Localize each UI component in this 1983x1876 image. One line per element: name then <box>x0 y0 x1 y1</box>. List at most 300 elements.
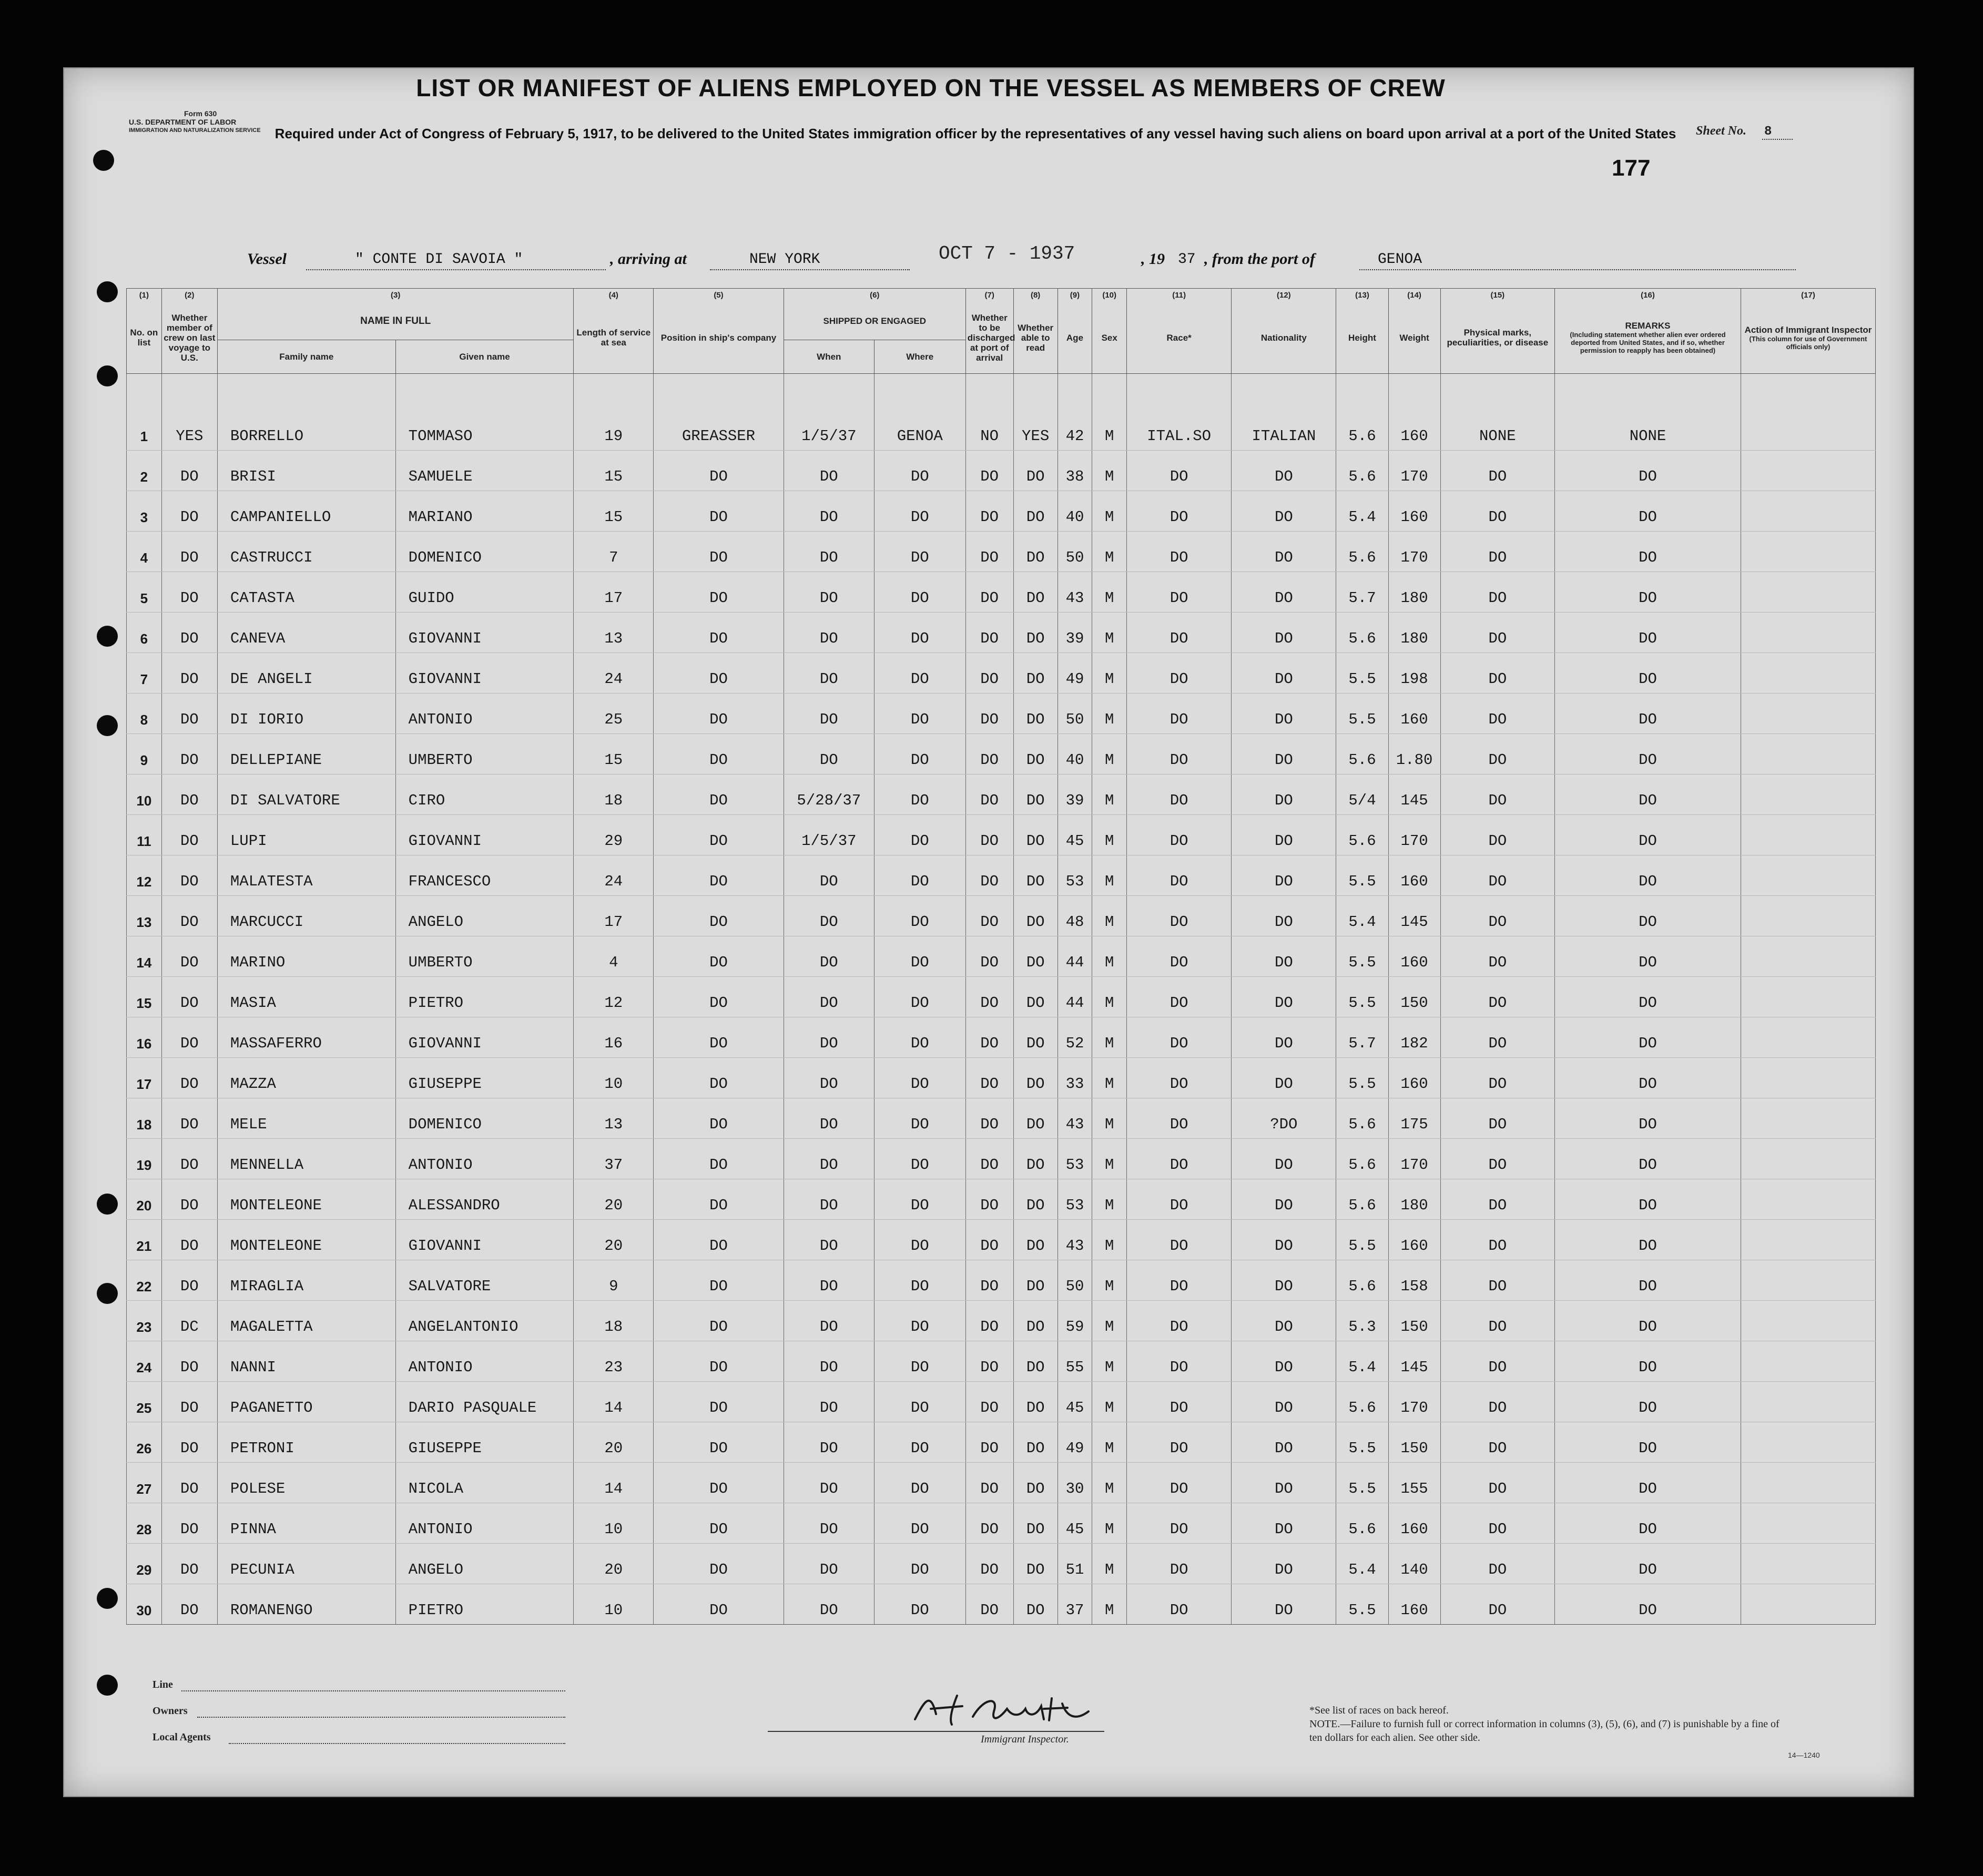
cell-when: DO <box>784 694 874 734</box>
cell-height: 5.6 <box>1336 1179 1388 1220</box>
cell-position: DO <box>654 1382 784 1422</box>
cell-read: DO <box>1013 815 1057 855</box>
cell-when: DO <box>784 1341 874 1382</box>
arriving-port: NEW YORK <box>749 251 820 268</box>
cell-remarks: DO <box>1555 1220 1741 1260</box>
header-when: When <box>784 340 874 374</box>
cell-no: 28 <box>127 1503 162 1544</box>
cell-age: 40 <box>1057 491 1092 532</box>
col-number: (7) <box>965 289 1013 302</box>
cell-no: 3 <box>127 491 162 532</box>
cell-marks: DO <box>1440 653 1554 694</box>
cell-sex: M <box>1092 613 1127 653</box>
table-row <box>127 1098 1876 1139</box>
table-row <box>127 1422 1876 1463</box>
table-row <box>127 1260 1876 1301</box>
cell-remarks: DO <box>1555 1341 1741 1382</box>
cell-sex: M <box>1092 1503 1127 1544</box>
cell-action <box>1741 1584 1875 1625</box>
cell-nationality: DO <box>1232 1503 1336 1544</box>
table-row <box>127 1179 1876 1220</box>
cell-position: DO <box>654 1139 784 1179</box>
cell-nationality: DO <box>1232 1422 1336 1463</box>
cell-where: DO <box>874 1058 965 1098</box>
cell-marks: DO <box>1440 1382 1554 1422</box>
cell-where: DO <box>874 936 965 977</box>
cell-when: DO <box>784 1544 874 1584</box>
cell-marks: DO <box>1440 1179 1554 1220</box>
cell-service: 17 <box>574 572 654 613</box>
cell-member: DO <box>161 896 217 936</box>
cell-age: 52 <box>1057 1017 1092 1058</box>
cell-position: DO <box>654 572 784 613</box>
cell-weight: 182 <box>1388 1017 1440 1058</box>
cell-given: DOMENICO <box>395 1098 574 1139</box>
cell-nationality: DO <box>1232 613 1336 653</box>
cell-marks: DO <box>1440 1503 1554 1544</box>
cell-when: DO <box>784 1098 874 1139</box>
cell-action <box>1741 734 1875 774</box>
cell-race: DO <box>1127 1098 1232 1139</box>
cell-remarks: DO <box>1555 1301 1741 1341</box>
cell-discharged: DO <box>965 653 1013 694</box>
cell-member: YES <box>161 374 217 451</box>
cell-no: 7 <box>127 653 162 694</box>
cell-race: DO <box>1127 1382 1232 1422</box>
col-number: (12) <box>1232 289 1336 302</box>
cell-family: MASIA <box>217 977 395 1017</box>
cell-sex: M <box>1092 374 1127 451</box>
cell-nationality: DO <box>1232 1260 1336 1301</box>
cell-where: DO <box>874 1260 965 1301</box>
cell-marks: DO <box>1440 1422 1554 1463</box>
cell-age: 45 <box>1057 1503 1092 1544</box>
cell-remarks: DO <box>1555 936 1741 977</box>
cell-sex: M <box>1092 774 1127 815</box>
table-row <box>127 572 1876 613</box>
cell-height: 5.5 <box>1336 977 1388 1017</box>
cell-member: DO <box>161 855 217 896</box>
binder-hole <box>97 626 118 647</box>
cell-action <box>1741 491 1875 532</box>
cell-where: DO <box>874 1382 965 1422</box>
cell-no: 5 <box>127 572 162 613</box>
cell-weight: 140 <box>1388 1544 1440 1584</box>
cell-position: DO <box>654 1220 784 1260</box>
cell-read: DO <box>1013 1544 1057 1584</box>
cell-marks: DO <box>1440 1584 1554 1625</box>
cell-position: DO <box>654 936 784 977</box>
cell-age: 53 <box>1057 855 1092 896</box>
cell-given: NICOLA <box>395 1463 574 1503</box>
header-name-in-full: NAME IN FULL <box>217 302 574 340</box>
cell-read: DO <box>1013 1220 1057 1260</box>
cell-family: CASTRUCCI <box>217 532 395 572</box>
cell-discharged: DO <box>965 734 1013 774</box>
cell-action <box>1741 1017 1875 1058</box>
cell-age: 45 <box>1057 815 1092 855</box>
cell-read: DO <box>1013 694 1057 734</box>
cell-family: MONTELEONE <box>217 1179 395 1220</box>
cell-marks: DO <box>1440 1017 1554 1058</box>
cell-weight: 158 <box>1388 1260 1440 1301</box>
cell-marks: DO <box>1440 572 1554 613</box>
cell-age: 43 <box>1057 1220 1092 1260</box>
cell-service: 29 <box>574 815 654 855</box>
binder-hole <box>93 150 114 171</box>
cell-height: 5.5 <box>1336 936 1388 977</box>
cell-weight: 155 <box>1388 1463 1440 1503</box>
cell-given: GIOVANNI <box>395 613 574 653</box>
cell-action <box>1741 1058 1875 1098</box>
cell-height: 5.6 <box>1336 613 1388 653</box>
cell-family: MIRAGLIA <box>217 1260 395 1301</box>
col-number: (17) <box>1741 289 1875 302</box>
header-family-name: Family name <box>217 340 395 374</box>
cell-nationality: DO <box>1232 1544 1336 1584</box>
cell-remarks: DO <box>1555 734 1741 774</box>
cell-weight: 150 <box>1388 977 1440 1017</box>
cell-service: 15 <box>574 734 654 774</box>
cell-no: 1 <box>127 374 162 451</box>
cell-height: 5.4 <box>1336 491 1388 532</box>
cell-remarks: DO <box>1555 815 1741 855</box>
cell-family: BORRELLO <box>217 374 395 451</box>
form-number: Form 630 <box>184 109 217 118</box>
cell-service: 20 <box>574 1422 654 1463</box>
cell-height: 5.3 <box>1336 1301 1388 1341</box>
cell-height: 5/4 <box>1336 774 1388 815</box>
cell-where: DO <box>874 572 965 613</box>
col-number: (2) <box>161 289 217 302</box>
line-label: Line <box>152 1679 173 1690</box>
cell-sex: M <box>1092 572 1127 613</box>
header-shipped-or-engaged: SHIPPED OR ENGAGED <box>784 302 965 340</box>
cell-height: 5.6 <box>1336 1098 1388 1139</box>
table-row <box>127 1544 1876 1584</box>
table-row <box>127 374 1876 451</box>
cell-family: MARINO <box>217 936 395 977</box>
cell-member: DO <box>161 1260 217 1301</box>
line-field <box>181 1690 565 1691</box>
cell-read: DO <box>1013 1341 1057 1382</box>
cell-given: ANTONIO <box>395 1341 574 1382</box>
cell-race: DO <box>1127 1058 1232 1098</box>
cell-family: CATASTA <box>217 572 395 613</box>
cell-read: DO <box>1013 977 1057 1017</box>
sheet-label: Sheet No. <box>1696 124 1746 138</box>
cell-read: DO <box>1013 1260 1057 1301</box>
cell-sex: M <box>1092 1139 1127 1179</box>
cell-no: 20 <box>127 1179 162 1220</box>
agents-label: Local Agents <box>152 1731 211 1743</box>
cell-family: CAMPANIELLO <box>217 491 395 532</box>
header-discharged: Whether to be discharged at port of arrival <box>965 302 1013 374</box>
cell-age: 59 <box>1057 1301 1092 1341</box>
cell-remarks: DO <box>1555 532 1741 572</box>
cell-marks: DO <box>1440 1341 1554 1382</box>
cell-action <box>1741 451 1875 491</box>
cell-discharged: DO <box>965 1463 1013 1503</box>
cell-when: DO <box>784 451 874 491</box>
cell-age: 42 <box>1057 374 1092 451</box>
binder-hole <box>97 1588 118 1609</box>
cell-when: DO <box>784 1179 874 1220</box>
cell-race: DO <box>1127 694 1232 734</box>
cell-when: DO <box>784 1139 874 1179</box>
cell-action <box>1741 1220 1875 1260</box>
cell-service: 14 <box>574 1463 654 1503</box>
cell-discharged: DO <box>965 855 1013 896</box>
cell-where: DO <box>874 977 965 1017</box>
cell-position: GREASSER <box>654 374 784 451</box>
cell-weight: 160 <box>1388 1058 1440 1098</box>
cell-weight: 160 <box>1388 1503 1440 1544</box>
cell-read: DO <box>1013 572 1057 613</box>
cell-action <box>1741 896 1875 936</box>
cell-height: 5.5 <box>1336 1463 1388 1503</box>
cell-read: DO <box>1013 613 1057 653</box>
cell-action <box>1741 1503 1875 1544</box>
cell-discharged: NO <box>965 374 1013 451</box>
cell-height: 5.6 <box>1336 374 1388 451</box>
cell-no: 18 <box>127 1098 162 1139</box>
cell-nationality: DO <box>1232 1139 1336 1179</box>
cell-sex: M <box>1092 451 1127 491</box>
cell-nationality: DO <box>1232 774 1336 815</box>
table-row <box>127 1584 1876 1625</box>
cell-when: DO <box>784 1463 874 1503</box>
cell-family: CANEVA <box>217 613 395 653</box>
cell-action <box>1741 653 1875 694</box>
table-row <box>127 977 1876 1017</box>
cell-service: 25 <box>574 694 654 734</box>
cell-position: DO <box>654 491 784 532</box>
cell-height: 5.6 <box>1336 1382 1388 1422</box>
cell-member: DO <box>161 491 217 532</box>
cell-member: DO <box>161 977 217 1017</box>
cell-service: 18 <box>574 774 654 815</box>
cell-action <box>1741 855 1875 896</box>
cell-sex: M <box>1092 1463 1127 1503</box>
cell-weight: 150 <box>1388 1301 1440 1341</box>
cell-discharged: DO <box>965 491 1013 532</box>
cell-sex: M <box>1092 855 1127 896</box>
cell-family: MALATESTA <box>217 855 395 896</box>
cell-given: SAMUELE <box>395 451 574 491</box>
cell-discharged: DO <box>965 815 1013 855</box>
cell-weight: 170 <box>1388 815 1440 855</box>
cell-nationality: DO <box>1232 1463 1336 1503</box>
cell-remarks: DO <box>1555 1098 1741 1139</box>
cell-no: 21 <box>127 1220 162 1260</box>
cell-age: 49 <box>1057 653 1092 694</box>
header-sex: Sex <box>1092 302 1127 374</box>
cell-position: DO <box>654 1098 784 1139</box>
table-row <box>127 774 1876 815</box>
cell-race: DO <box>1127 532 1232 572</box>
year-label: , 19 <box>1141 250 1165 268</box>
col-number: (8) <box>1013 289 1057 302</box>
cell-when: DO <box>784 1220 874 1260</box>
table-row <box>127 1503 1876 1544</box>
cell-family: BRISI <box>217 451 395 491</box>
cell-nationality: DO <box>1232 1220 1336 1260</box>
cell-age: 49 <box>1057 1422 1092 1463</box>
cell-sex: M <box>1092 653 1127 694</box>
binder-hole <box>97 281 118 302</box>
cell-when: DO <box>784 532 874 572</box>
cell-no: 6 <box>127 613 162 653</box>
cell-member: DO <box>161 572 217 613</box>
cell-race: DO <box>1127 1463 1232 1503</box>
cell-discharged: DO <box>965 572 1013 613</box>
cell-height: 5.6 <box>1336 1139 1388 1179</box>
cell-position: DO <box>654 1544 784 1584</box>
cell-member: DO <box>161 653 217 694</box>
cell-given: ANGELANTONIO <box>395 1301 574 1341</box>
col-number: (5) <box>654 289 784 302</box>
cell-action <box>1741 1463 1875 1503</box>
table-row <box>127 451 1876 491</box>
cell-family: DI SALVATORE <box>217 774 395 815</box>
cell-sex: M <box>1092 734 1127 774</box>
cell-age: 50 <box>1057 532 1092 572</box>
cell-remarks: DO <box>1555 774 1741 815</box>
cell-height: 5.6 <box>1336 451 1388 491</box>
cell-read: DO <box>1013 774 1057 815</box>
cell-weight: 160 <box>1388 936 1440 977</box>
cell-no: 26 <box>127 1422 162 1463</box>
cell-discharged: DO <box>965 1260 1013 1301</box>
col-number: (14) <box>1388 289 1440 302</box>
col-number: (16) <box>1555 289 1741 302</box>
cell-service: 9 <box>574 1260 654 1301</box>
cell-action <box>1741 572 1875 613</box>
cell-service: 10 <box>574 1584 654 1625</box>
cell-position: DO <box>654 1017 784 1058</box>
cell-nationality: DO <box>1232 734 1336 774</box>
cell-age: 48 <box>1057 896 1092 936</box>
from-port: GENOA <box>1378 251 1422 268</box>
cell-given: FRANCESCO <box>395 855 574 896</box>
cell-age: 33 <box>1057 1058 1092 1098</box>
cell-nationality: DO <box>1232 977 1336 1017</box>
cell-race: DO <box>1127 1220 1232 1260</box>
table-row <box>127 815 1876 855</box>
date-stamp: OCT 7 - 1937 <box>939 243 1075 264</box>
binder-hole <box>97 715 118 736</box>
cell-when: DO <box>784 1260 874 1301</box>
col-number: (3) <box>217 289 574 302</box>
cell-read: DO <box>1013 653 1057 694</box>
header-given-name: Given name <box>395 340 574 374</box>
remarks-note: (Including statement whether alien ever ordered deported from United States, and if so, whether permission to reapply has been obtained) <box>1570 331 1726 355</box>
cell-height: 5.5 <box>1336 653 1388 694</box>
cell-race: DO <box>1127 734 1232 774</box>
cell-when: DO <box>784 1422 874 1463</box>
cell-family: MAZZA <box>217 1058 395 1098</box>
cell-no: 23 <box>127 1301 162 1341</box>
cell-race: DO <box>1127 653 1232 694</box>
cell-position: DO <box>654 1058 784 1098</box>
table-row <box>127 694 1876 734</box>
cell-no: 8 <box>127 694 162 734</box>
cell-age: 53 <box>1057 1179 1092 1220</box>
cell-remarks: DO <box>1555 1584 1741 1625</box>
cell-when: DO <box>784 653 874 694</box>
cell-member: DO <box>161 774 217 815</box>
cell-given: ANGELO <box>395 896 574 936</box>
cell-given: GIOVANNI <box>395 653 574 694</box>
table-row <box>127 532 1876 572</box>
cell-age: 30 <box>1057 1463 1092 1503</box>
cell-remarks: DO <box>1555 855 1741 896</box>
cell-nationality: DO <box>1232 855 1336 896</box>
cell-position: DO <box>654 653 784 694</box>
binder-hole <box>97 1675 118 1696</box>
cell-when: DO <box>784 1058 874 1098</box>
cell-member: DO <box>161 1584 217 1625</box>
cell-remarks: DO <box>1555 1382 1741 1422</box>
cell-race: DO <box>1127 572 1232 613</box>
cell-age: 53 <box>1057 1139 1092 1179</box>
cell-read: DO <box>1013 1503 1057 1544</box>
cell-height: 5.7 <box>1336 1017 1388 1058</box>
cell-marks: DO <box>1440 532 1554 572</box>
cell-discharged: DO <box>965 1301 1013 1341</box>
note-races: *See list of races on back hereof. <box>1309 1705 1449 1716</box>
cell-age: 51 <box>1057 1544 1092 1584</box>
cell-position: DO <box>654 451 784 491</box>
cell-marks: DO <box>1440 1463 1554 1503</box>
table-row <box>127 1220 1876 1260</box>
header-race: Race* <box>1127 302 1232 374</box>
department-name: U.S. DEPARTMENT OF LABOR <box>129 118 237 126</box>
cell-position: DO <box>654 734 784 774</box>
action-note: (This column for use of Government officials only) <box>1749 334 1867 351</box>
cell-when: 1/5/37 <box>784 374 874 451</box>
cell-race: DO <box>1127 491 1232 532</box>
cell-race: DO <box>1127 815 1232 855</box>
cell-position: DO <box>654 896 784 936</box>
cell-age: 43 <box>1057 1098 1092 1139</box>
table-row <box>127 1139 1876 1179</box>
action-title: Action of Immigrant Inspector <box>1744 324 1872 335</box>
cell-read: DO <box>1013 1098 1057 1139</box>
cell-age: 44 <box>1057 977 1092 1017</box>
cell-when: DO <box>784 613 874 653</box>
cell-read: DO <box>1013 1139 1057 1179</box>
binder-hole <box>97 365 118 386</box>
cell-marks: DO <box>1440 694 1554 734</box>
col-number: (15) <box>1440 289 1554 302</box>
cell-nationality: DO <box>1232 936 1336 977</box>
signature-line <box>768 1731 1104 1732</box>
document-subtitle: Required under Act of Congress of February 5, 1917, to be delivered to the United States immigration officer by the representatives of any vessel having such aliens on board upon arrival at a port of the United States <box>274 126 1676 141</box>
cell-age: 39 <box>1057 774 1092 815</box>
cell-height: 5.6 <box>1336 1260 1388 1301</box>
col-number: (11) <box>1127 289 1232 302</box>
cell-family: PETRONI <box>217 1422 395 1463</box>
cell-where: DO <box>874 734 965 774</box>
cell-sex: M <box>1092 1584 1127 1625</box>
cell-family: MASSAFERRO <box>217 1017 395 1058</box>
cell-member: DO <box>161 451 217 491</box>
cell-service: 15 <box>574 491 654 532</box>
cell-action <box>1741 613 1875 653</box>
cell-discharged: DO <box>965 694 1013 734</box>
